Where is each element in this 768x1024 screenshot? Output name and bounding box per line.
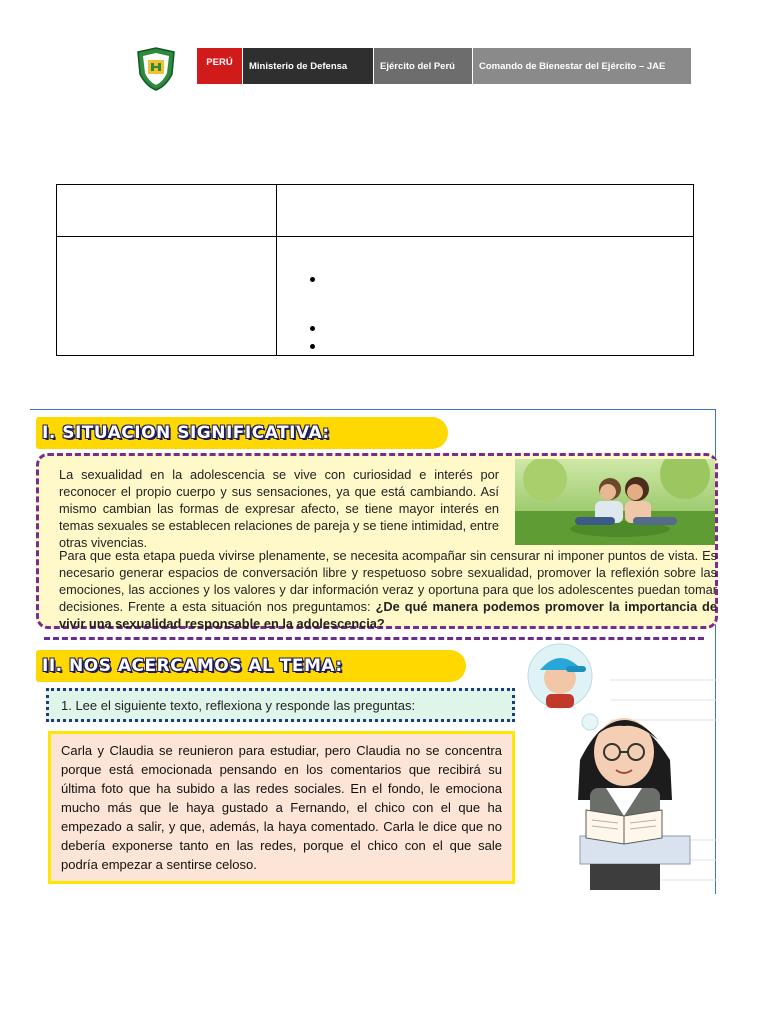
header-peru-label: PERÚ [197,48,243,84]
situation-paragraph-2 [59,547,717,632]
story-box [48,731,515,884]
instruction-box [46,688,515,722]
table-row-divider [57,236,693,237]
section2-title [36,650,343,682]
table-column-divider [276,185,277,355]
table-bullet [310,344,315,349]
header-comando-label: Comando de Bienestar del Ejército – JAE [473,48,691,84]
instruction-text: 1. Lee el siguiente texto, reflexiona y responde las preguntas: [61,697,416,713]
header-ministerio-label: Ministerio de Defensa [243,48,374,84]
situation-question: ¿De qué manera podemos promover la importancia de vivir una sexualidad responsable en la adolescencia? [59,599,717,631]
table-bullet [310,277,315,282]
institution-crest-icon [132,44,180,92]
section-frame-top [30,409,716,410]
section1-title [36,417,330,449]
situation-paragraph-1: La sexualidad en la adolescencia se vive con curiosidad e interés por reconocer el propio cuerpo y sus sensaciones, ya que está cambiando. Así mismo cambian las formas de expresar afecto, se tiene mayor interés en temas sexuales se establecen relaciones de pareja y se tiene intimidad, entre otras vivencias. [59,467,499,550]
girl-reading-illustration [520,640,716,896]
government-header-bar [197,48,691,84]
situation-box [36,453,718,629]
story-text: Carla y Claudia se reunieron para estudiar, pero Claudia no se concentra porque está emocionada pensando en los comentarios que recibirá su última foto que ha subido a las redes sociales. En el fondo, le emociona mucho más que le haya gustado a Fernando, el chico con el que ha empezado a salir, y que, además, la haya comentado. Carla le dice que no debería exponerse tanto en las redes, porque el chico con el que sale podría empezar a sentirse celoso. [61,743,502,872]
section1-title-text: I. SITUACION SIGNIFICATIVA: [42,423,330,443]
situation-paragraph-2-text: Para que esta etapa pueda vivirse plenamente, se necesita acompañar sin censurar ni imponer puntos de vista. Es necesario generar espacios de conversación libre y respetuoso sobre sexualidad, promover la reflexión sobre las emociones, las acciones y los valores y dar información veraz y oportuna para que los adolescentes puedan tomar decisiones. Frente a esta situación nos preguntamos: [59,548,717,614]
table-bullet [310,326,315,331]
header-ejercito-label: Ejército del Perú [374,48,473,84]
section2-title-text: II. NOS ACERCAMOS AL TEMA: [42,656,343,676]
couple-photo [515,459,715,545]
info-table [56,184,694,356]
